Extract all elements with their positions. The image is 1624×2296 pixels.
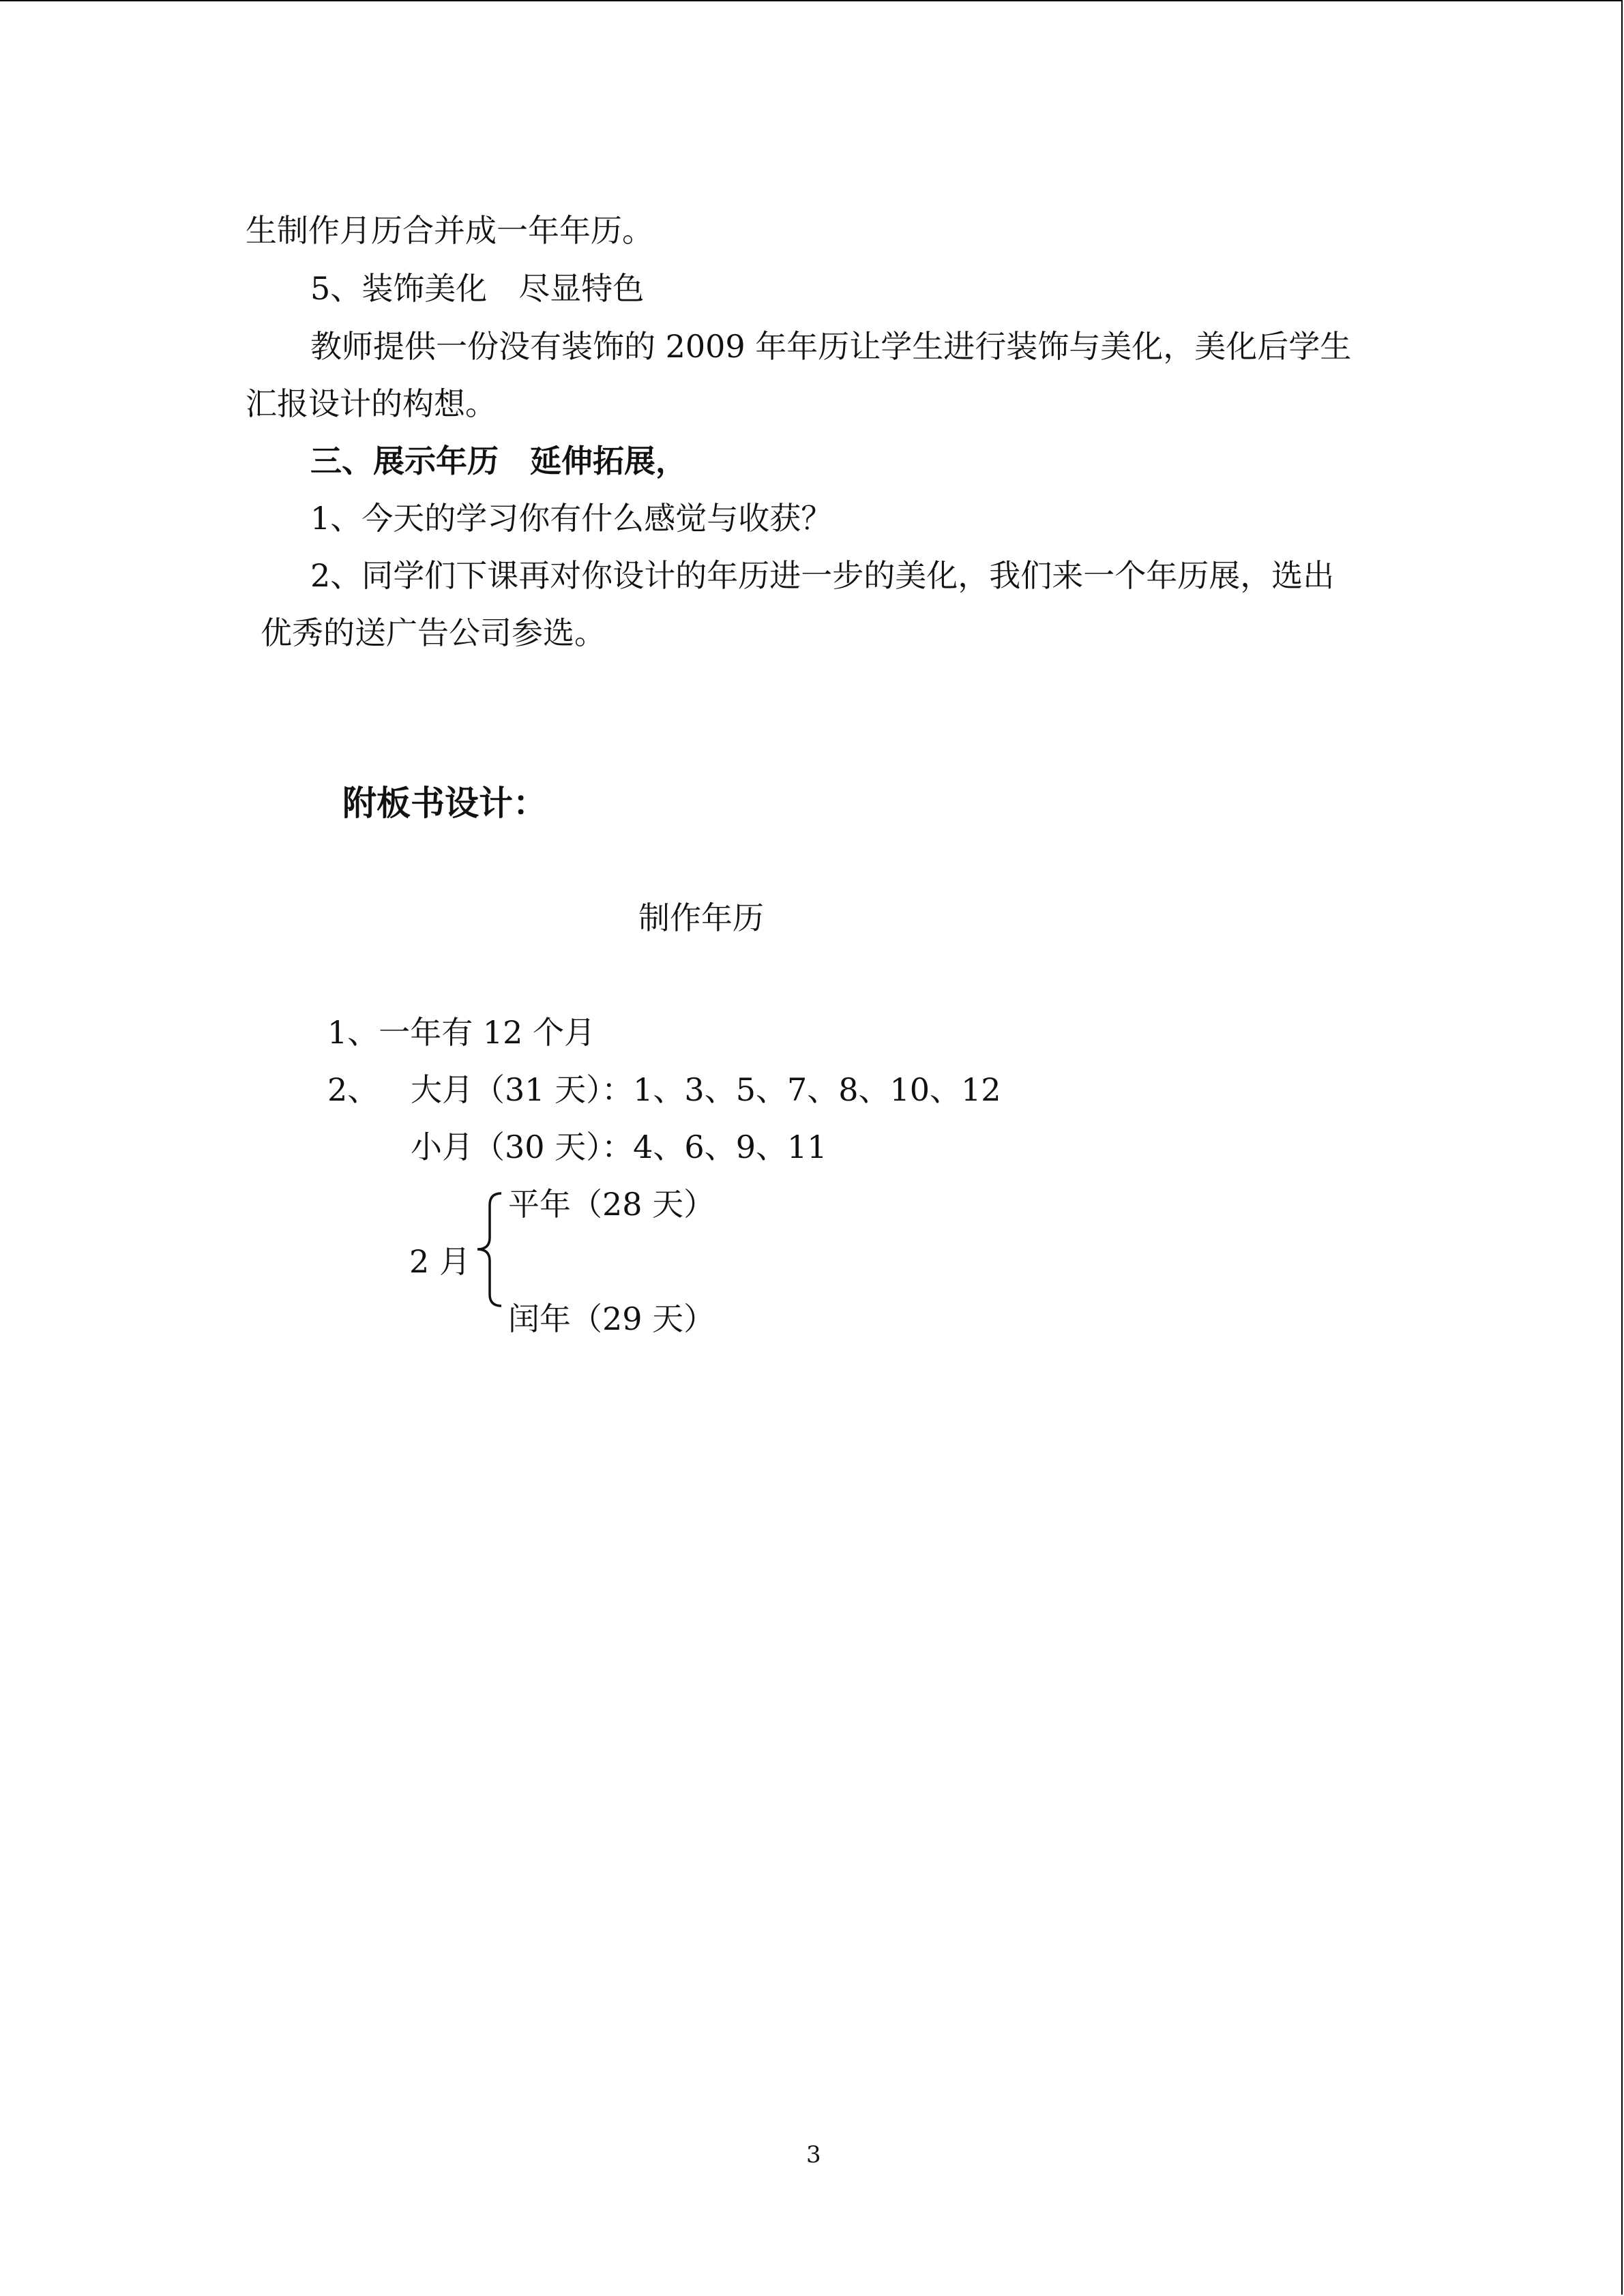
common-year-line: 平年（28 天）	[508, 1186, 715, 1223]
february-label: 2 月	[409, 1243, 471, 1280]
board-item-1: 1、一年有 12 个月	[327, 1014, 596, 1051]
question-2-line-2: 优秀的送广告公司参选。	[261, 614, 606, 651]
leap-year-line: 闰年（29 天）	[508, 1300, 715, 1337]
question-2-line-1: 2、同学们下课再对你设计的年历进一步的美化，我们来一个年历展，选出	[310, 557, 1335, 594]
big-month-line: 大月（31 天）：1、3、5、7、8、10、12	[411, 1071, 1001, 1108]
step-5-title: 5、装饰美化 尽显特色	[310, 270, 645, 307]
step-5-paragraph-line-2: 汇报设计的构想。	[246, 385, 497, 422]
question-1: 1、今天的学习你有什么感觉与收获？	[310, 500, 833, 537]
curly-brace-icon	[471, 1190, 505, 1309]
body-line-1: 生制作月历合并成一年年历。	[246, 212, 653, 249]
board-design-heading: 附板书设计：	[342, 784, 547, 823]
page-number: 3	[806, 2141, 821, 2168]
section-3-heading: 三、展示年历 延伸拓展，	[310, 443, 687, 479]
board-item-2-number: 2、	[327, 1071, 379, 1108]
step-5-paragraph-line-1: 教师提供一份没有装饰的 2009 年年历让学生进行装饰与美化，美化后学生	[310, 328, 1352, 365]
small-month-line: 小月（30 天）：4、6、9、11	[411, 1129, 827, 1165]
board-title: 制作年历	[638, 899, 764, 936]
